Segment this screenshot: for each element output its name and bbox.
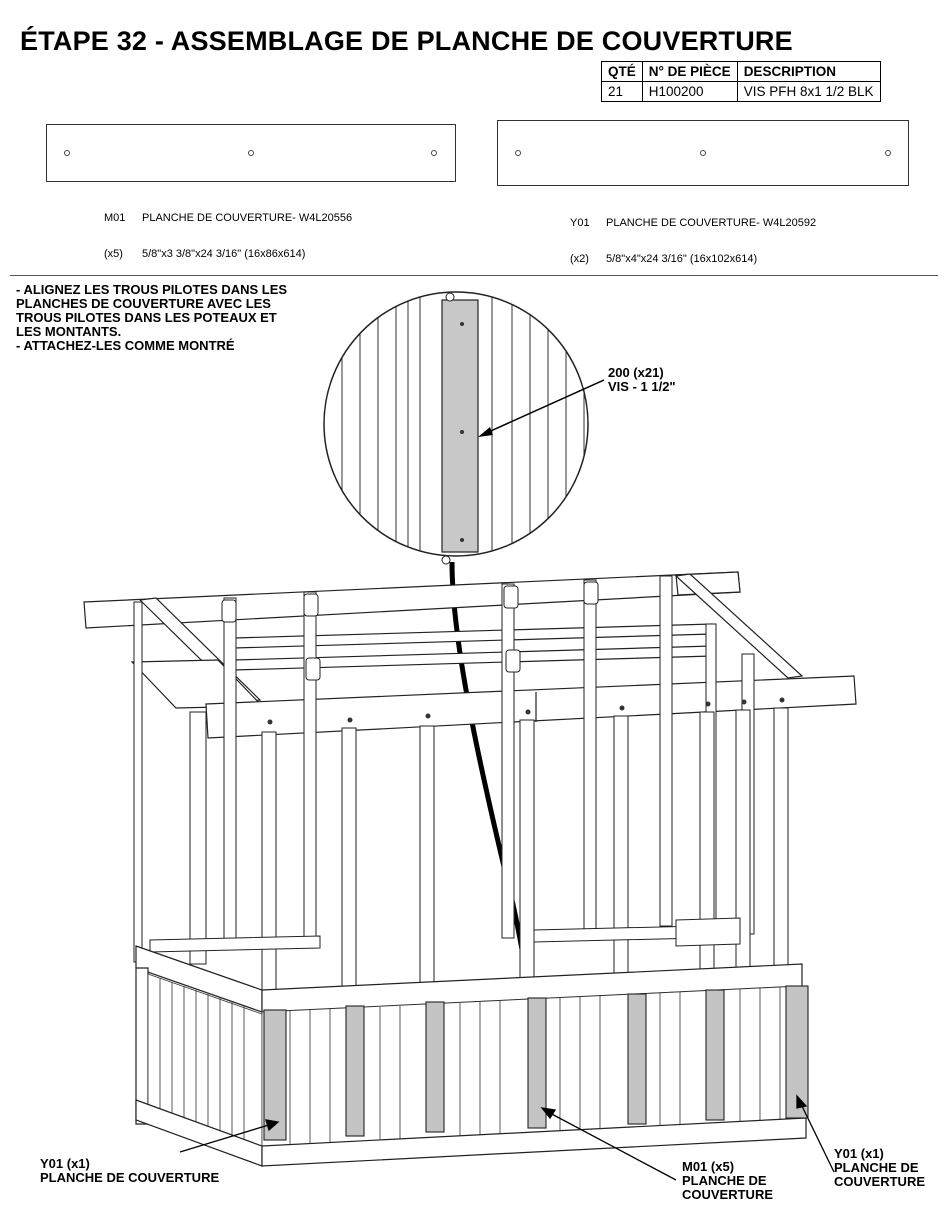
instruction-line: - ATTACHEZ-LES COMME MONTRÉ xyxy=(16,338,235,353)
part-dims: 5/8"x3 3/8"x24 3/16" (16x86x614) xyxy=(142,248,306,260)
screw-icon xyxy=(460,430,464,434)
bolt-icon xyxy=(442,556,450,564)
callout-line: 200 (x21) xyxy=(608,365,664,380)
callout-line: Y01 (x1) xyxy=(834,1146,884,1161)
col-header-qty: QTÉ xyxy=(602,62,643,82)
callout-line: VIS - 1 1/2" xyxy=(608,379,676,394)
part-qty: (x5) xyxy=(104,248,123,260)
cover-plank-m01 xyxy=(346,1006,364,1136)
callout-line: Y01 (x1) xyxy=(40,1156,90,1171)
part-code: M01 xyxy=(104,212,126,224)
cell-description: VIS PFH 8x1 1/2 BLK xyxy=(737,82,880,102)
instruction-line: LES MONTANTS. xyxy=(16,324,122,339)
bolt-icon xyxy=(446,293,454,301)
callout-line: M01 (x5) xyxy=(682,1159,735,1174)
instruction-line: - ALIGNEZ LES TROUS PILOTES DANS LES xyxy=(16,282,288,297)
part-dims: 5/8"x4"x24 3/16" (16x102x614) xyxy=(606,253,758,265)
col-header-description: DESCRIPTION xyxy=(737,62,880,82)
screw-icon xyxy=(460,322,464,326)
callout-y01-left xyxy=(40,1157,219,1185)
page-title: ÉTAPE 32 - ASSEMBLAGE DE PLANCHE DE COUVERTURE xyxy=(20,26,793,56)
callout-line: PLANCHE DE COUVERTURE xyxy=(40,1170,220,1185)
col-header-part-number: N° DE PIÈCE xyxy=(642,62,737,82)
cover-plank-m01 xyxy=(628,994,646,1124)
screw-icon xyxy=(460,538,464,542)
callout-m01 xyxy=(682,1160,773,1202)
cell-part-number: H100200 xyxy=(642,82,737,102)
part-qty: (x2) xyxy=(570,253,589,265)
part-code: Y01 xyxy=(570,217,590,229)
callout-line: PLANCHE DE xyxy=(834,1160,919,1175)
instruction-line: PLANCHES DE COUVERTURE AVEC LES xyxy=(16,296,271,311)
callout-line: COUVERTURE xyxy=(834,1174,926,1189)
part-name: PLANCHE DE COUVERTURE- W4L20556 xyxy=(142,212,353,224)
callout-screw xyxy=(608,366,676,394)
part-name: PLANCHE DE COUVERTURE- W4L20592 xyxy=(606,217,817,229)
instruction-line: TROUS PILOTES DANS LES POTEAUX ET xyxy=(16,310,277,325)
cover-plank-m01 xyxy=(426,1002,444,1132)
cover-plank-m01 xyxy=(706,990,724,1120)
callout-line: PLANCHE DE xyxy=(682,1173,767,1188)
callout-line: COUVERTURE xyxy=(682,1187,774,1202)
cell-qty: 21 xyxy=(602,82,643,102)
lower-joists xyxy=(150,918,740,952)
callout-y01-right xyxy=(834,1147,925,1189)
zoom-plank xyxy=(442,300,478,552)
